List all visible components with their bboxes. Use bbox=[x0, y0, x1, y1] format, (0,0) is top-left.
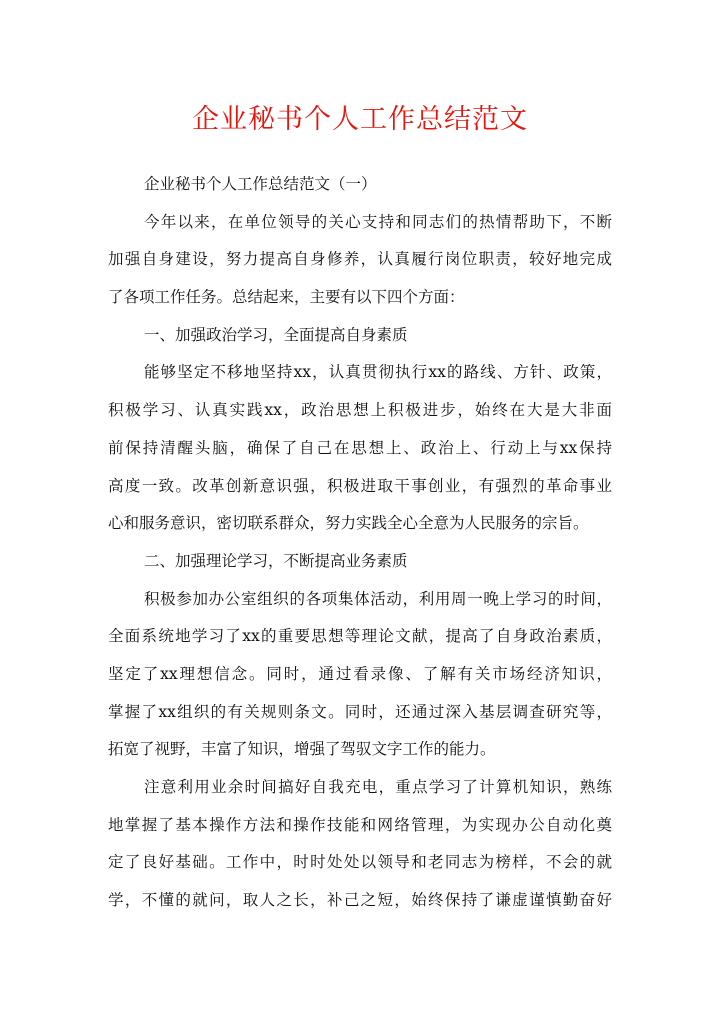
body-line: 前保持清醒头脑，确保了自己在思想上、政治上、行动上与xx保持 bbox=[108, 438, 612, 457]
document-title: 企业秘书个人工作总结范文 bbox=[192, 104, 528, 135]
body-line: 掌握了xx组织的有关规则条文。同时，还通过深入基层调查研究等， bbox=[108, 702, 612, 721]
body-line: 学，不懂的就问，取人之长，补己之短，始终保持了谦虚谨慎勤奋好 bbox=[108, 891, 612, 910]
body-line: 注意利用业余时间搞好自我充电，重点学习了计算机知识，熟练 bbox=[144, 778, 612, 796]
body-line: 定了良好基础。工作中，时时处处以领导和老同志为榜样，不会的就 bbox=[108, 853, 612, 872]
body-line: 今年以来，在单位领导的关心支持和同志们的热情帮助下，不断 bbox=[144, 212, 612, 231]
body-line: 一、加强政治学习，全面提高自身素质 bbox=[144, 325, 408, 344]
body-line: 了各项工作任务。总结起来，主要有以下四个方面： bbox=[108, 288, 465, 307]
body-line: 地掌握了基本操作方法和操作技能和网络管理，为实现办公自动化奠 bbox=[108, 815, 612, 834]
body-line: 拓宽了视野，丰富了知识，增强了驾驭文字工作的能力。 bbox=[108, 740, 496, 759]
body-line: 企业秘书个人工作总结范文（一） bbox=[144, 175, 377, 193]
body-line: 坚定了xx理想信念。同时，通过看录像、了解有关市场经济知识， bbox=[108, 664, 612, 683]
body-line: 高度一致。改革创新意识强，积极进取干事创业，有强烈的革命事业 bbox=[108, 476, 612, 495]
body-line: 积极参加办公室组织的各项集体活动，利用周一晚上学习的时间， bbox=[144, 589, 612, 608]
document-body bbox=[108, 166, 612, 920]
body-line: 二、加强理论学习，不断提高业务素质 bbox=[144, 551, 408, 570]
body-line: 加强自身建设，努力提高自身修养，认真履行岗位职责，较好地完成 bbox=[108, 250, 612, 269]
body-line: 心和服务意识，密切联系群众，努力实践全心全意为人民服务的宗旨。 bbox=[108, 514, 589, 533]
body-line: 全面系统地学习了xx的重要思想等理论文献，提高了自身政治素质， bbox=[108, 627, 612, 646]
body-line: 积极学习、认真实践xx，政治思想上积极进步，始终在大是大非面 bbox=[108, 401, 612, 420]
body-line: 能够坚定不移地坚持xx，认真贯彻执行xx的路线、方针、政策， bbox=[144, 363, 612, 382]
